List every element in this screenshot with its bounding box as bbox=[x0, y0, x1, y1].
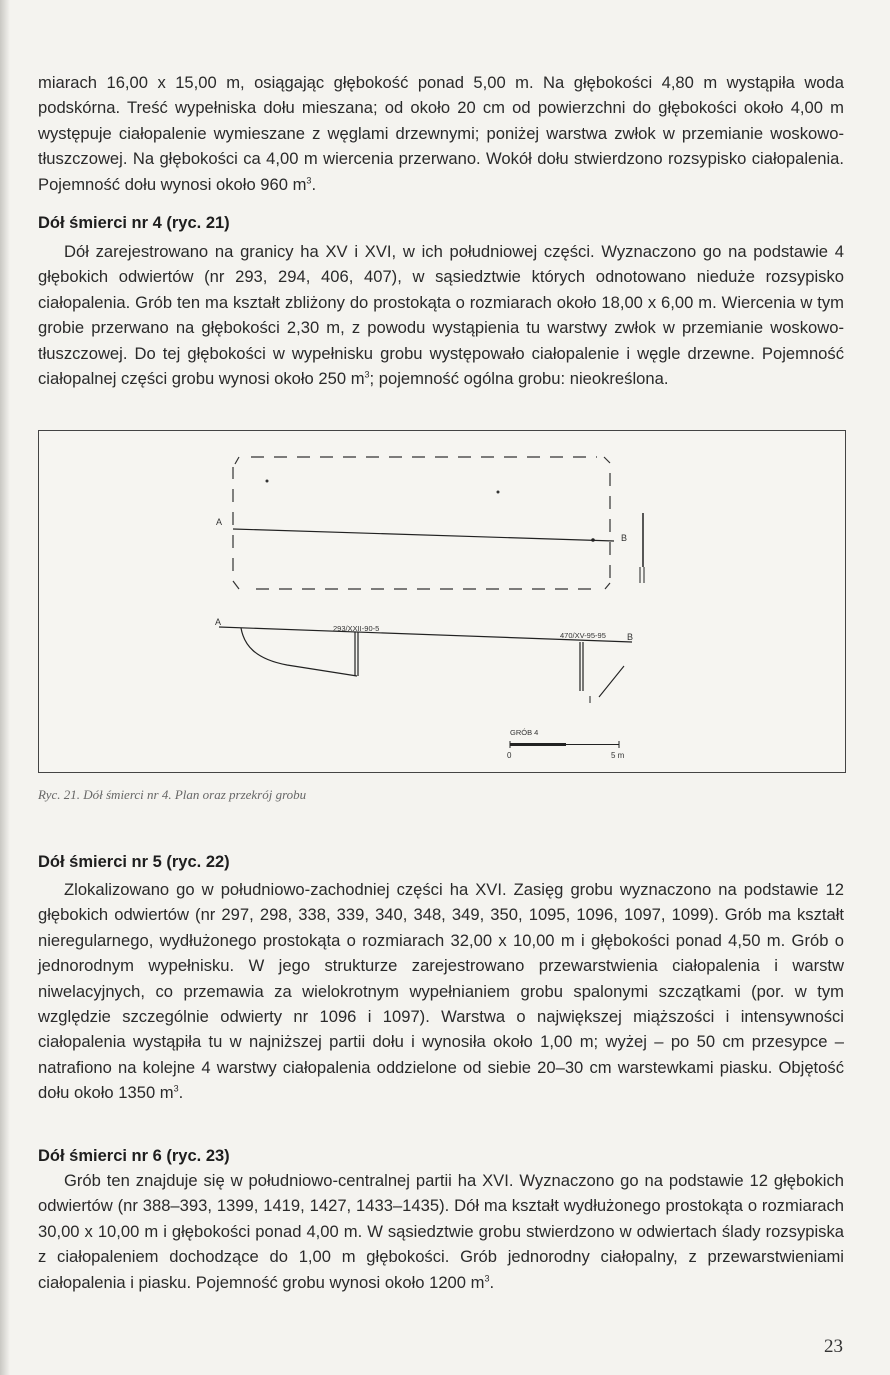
section-line-a-b bbox=[233, 529, 614, 541]
section-4-end: ; pojemność ogólna grobu: nieokreślona. bbox=[369, 369, 669, 389]
plan-outline bbox=[233, 457, 610, 589]
intro-paragraph bbox=[38, 70, 844, 197]
section-line-end bbox=[591, 538, 595, 542]
page-number: 23 bbox=[824, 1336, 843, 1357]
grave-plan-and-section-drawing bbox=[39, 431, 847, 774]
section-5-paragraph bbox=[38, 877, 844, 1106]
scale-start-label: 0 bbox=[507, 751, 512, 760]
section-6-heading: Dół śmierci nr 6 (ryc. 23) bbox=[38, 1147, 230, 1165]
scale-title: GRÓB 4 bbox=[510, 728, 539, 737]
section-profile bbox=[241, 628, 357, 676]
section-end-slant bbox=[599, 666, 624, 697]
section-6-text: Grób ten znajduje się w południowo-centralnej partii ha XVI. Wyznaczono go na podstawie 12 głębokich odwiertów (nr 388–393, 1399, 1419, 1427, 1433–1435). Dół ma kształt wydłużonego prostokąta o rozmiarach 30,00 x 10,00 m i głębokości ponad 4,00 m. W sąsiedztwie grobu stwierdzono w odwiertach ślady rozsypiska z ciałopaleniem dochodzące do 1,00 m głębokości. Grób jednorodny ciałopalny, z przewarstwieniami ciałopalenia i piasku. Pojemność grobu wynosi około 1200 m bbox=[38, 1171, 844, 1292]
section-4-text: Dół zarejestrowano na granicy ha XV i XVI, w ich południowej części. Wyznaczono go na podstawie 4 głębokich odwiertów (nr 293, 294, 406, 407), w sąsiedztwie których odnotowano nieduże rozsypisko ciałopalenia. Grób ten ma kształt zbliżony do prostokąta o rozmiarach około 18,00 x 6,00 m. Wiercenia w tym grobie przerwano na głębokości 2,30 m, z powodu wystąpienia tu warstwy zwłok w przemianie woskowo-tłuszczowej. Do tej głębokości w wypełnisku grobu występowało ciałopalenie i węgle drzewne. Pojemność ciałopalnej części grobu wynosi około 250 m bbox=[38, 242, 844, 389]
section-4-superscript: 3 bbox=[364, 369, 370, 380]
section-6-paragraph bbox=[38, 1168, 844, 1295]
scale-bar-filled bbox=[510, 743, 566, 746]
intro-end: . bbox=[311, 174, 317, 194]
section-6-superscript: 3 bbox=[484, 1273, 490, 1284]
intro-text: miarach 16,00 x 15,00 m, osiągając głębokość ponad 5,00 m. Na głębokości 4,80 m wystąpiła woda podskórna. Treść wypełniska dołu mieszana; od około 20 cm od powierzchni do głębokości około 4,00 m występuje ciałopalenie wymieszane z węglami drzewnymi; poniżej warstwa zwłok w przemianie woskowo-tłuszczowej. Na głębokości ca 4,00 m wiercenia przerwano. Wokół dołu stwierdzono rozsypisko ciałopalenia. Pojemność dołu wynosi około 960 m bbox=[38, 73, 844, 194]
plan-point-2 bbox=[497, 491, 500, 494]
plan-point-1 bbox=[266, 480, 269, 483]
section-5-heading: Dół śmierci nr 5 (ryc. 22) bbox=[38, 853, 230, 871]
section-6-end: . bbox=[489, 1272, 495, 1292]
intro-superscript: 3 bbox=[306, 175, 312, 186]
bore-2-label: 470/XV-95-95 bbox=[560, 631, 606, 640]
section-4-heading: Dół śmierci nr 4 (ryc. 21) bbox=[38, 214, 230, 232]
section-5-end: . bbox=[178, 1083, 184, 1103]
scale-end-label: 5 m bbox=[611, 751, 625, 760]
figure-21 bbox=[38, 430, 846, 773]
figure-caption: Ryc. 21. Dół śmierci nr 4. Plan oraz przekrój grobu bbox=[38, 787, 307, 802]
bore-1-label: 293/XXII-90-5 bbox=[333, 624, 380, 633]
section-label-a: A bbox=[215, 617, 222, 627]
section-5-superscript: 3 bbox=[173, 1083, 179, 1094]
plan-label-b: B bbox=[621, 533, 628, 543]
plan-label-a: A bbox=[216, 517, 223, 527]
section-label-b: B bbox=[627, 632, 634, 642]
page-shadow-edge bbox=[0, 0, 10, 1375]
section-4-paragraph bbox=[38, 239, 844, 391]
section-5-text: Zlokalizowano go w południowo-zachodniej części ha XVI. Zasięg grobu wyznaczono na podstawie 12 głębokich odwiertów (nr 297, 298, 338, 339, 340, 348, 349, 350, 1095, 1096, 1097, 1099). Grób ma kształt nieregularnego, wydłużonego prostokąta o rozmiarach 32,00 x 10,00 m i głębokości ponad 4,50 m. Grób o jednorodnym wypełnisku. W jego strukturze zarejestrowano przewarstwienia ciałopalenia i warstw niwelacyjnych, co przemawia za wielokrotnym wypełnianiem grobu spalonymi szczątkami (por. w tym względzie szczególnie odwierty nr 1096 i 1097). Warstwa o największej miąższości i intensywności ciałopalenia wystąpiła tu w najniższej partii dołu i wynosiła około 1,00 m; wyżej – po 50 cm przesypce – natrafiono na kolejne 4 warstwy ciałopalenia oddzielone od siebie 20–30 cm warstewkami piasku. Objętość dołu około 1350 m bbox=[38, 880, 844, 1103]
